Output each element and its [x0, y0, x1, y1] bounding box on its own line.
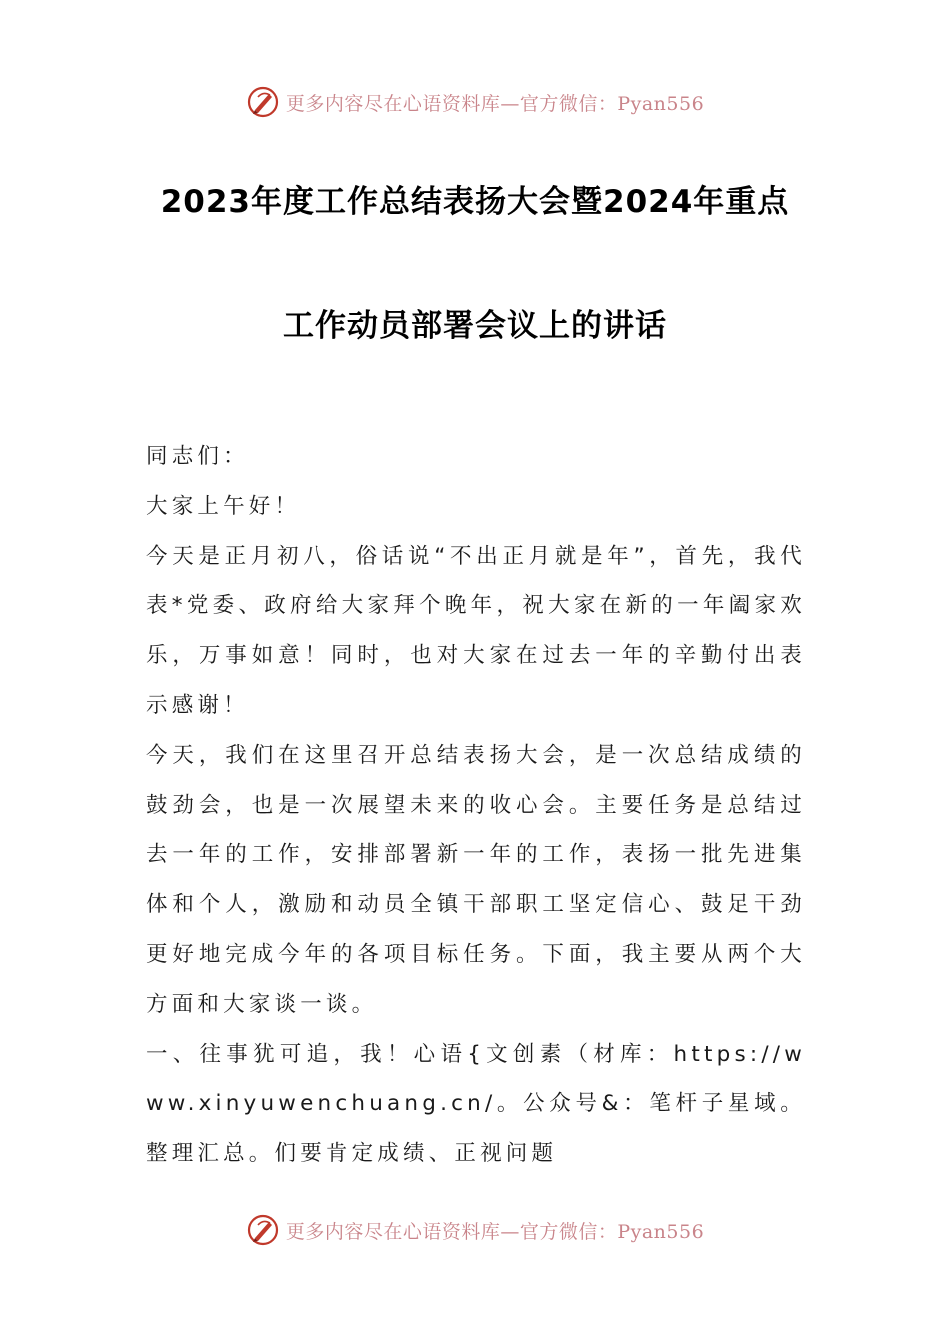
header-watermark [0, 82, 950, 122]
pen-logo-icon [246, 85, 280, 119]
paragraph-meeting-purpose: 今天，我们在这里召开总结表扬大会，是一次总结成绩的鼓劲会，也是一次展望未来的收心会。主要任务是总结过去一年的工作，安排部署新一年的工作，表扬一批先进集体和个人，激励和动员全镇干部职工坚定信心、鼓足干劲更好地完成今年的各项目标任务。下面，我主要从两个大方面和大家谈一谈。 [146, 742, 806, 1017]
paragraph-new-year-wishes: 今天是正月初八，俗话说“不出正月就是年”，首先，我代表*党委、政府给大家拜个晚年，祝大家在新的一年阖家欢乐，万事如意！同时，也对大家在过去一年的辛勤付出表示感谢！ [146, 543, 806, 718]
pen-logo-icon [246, 1213, 280, 1247]
paragraph-greeting: 大家上午好！ [146, 493, 301, 519]
paragraph-salutation: 同志们： [146, 444, 249, 469]
watermark-text: 更多内容尽在心语资料库—官方微信：Pyan556 [285, 1220, 705, 1243]
watermark-text: 更多内容尽在心语资料库—官方微信：Pyan556 [285, 92, 705, 115]
document-title-line-2: 工作动员部署会议上的讲话 [283, 308, 667, 344]
speech-body [146, 432, 806, 1179]
footer-watermark [0, 1210, 950, 1250]
document-title-line-1: 2023年度工作总结表扬大会暨2024年重点 [160, 184, 790, 220]
paragraph-section-one: 一、往事犹可追，我！心语{文创素（材库：https://www.xinyuwenchuang.cn/。公众号&：笔杆子星域。整理汇总。们要肯定成绩、正视问题 [146, 1041, 806, 1167]
